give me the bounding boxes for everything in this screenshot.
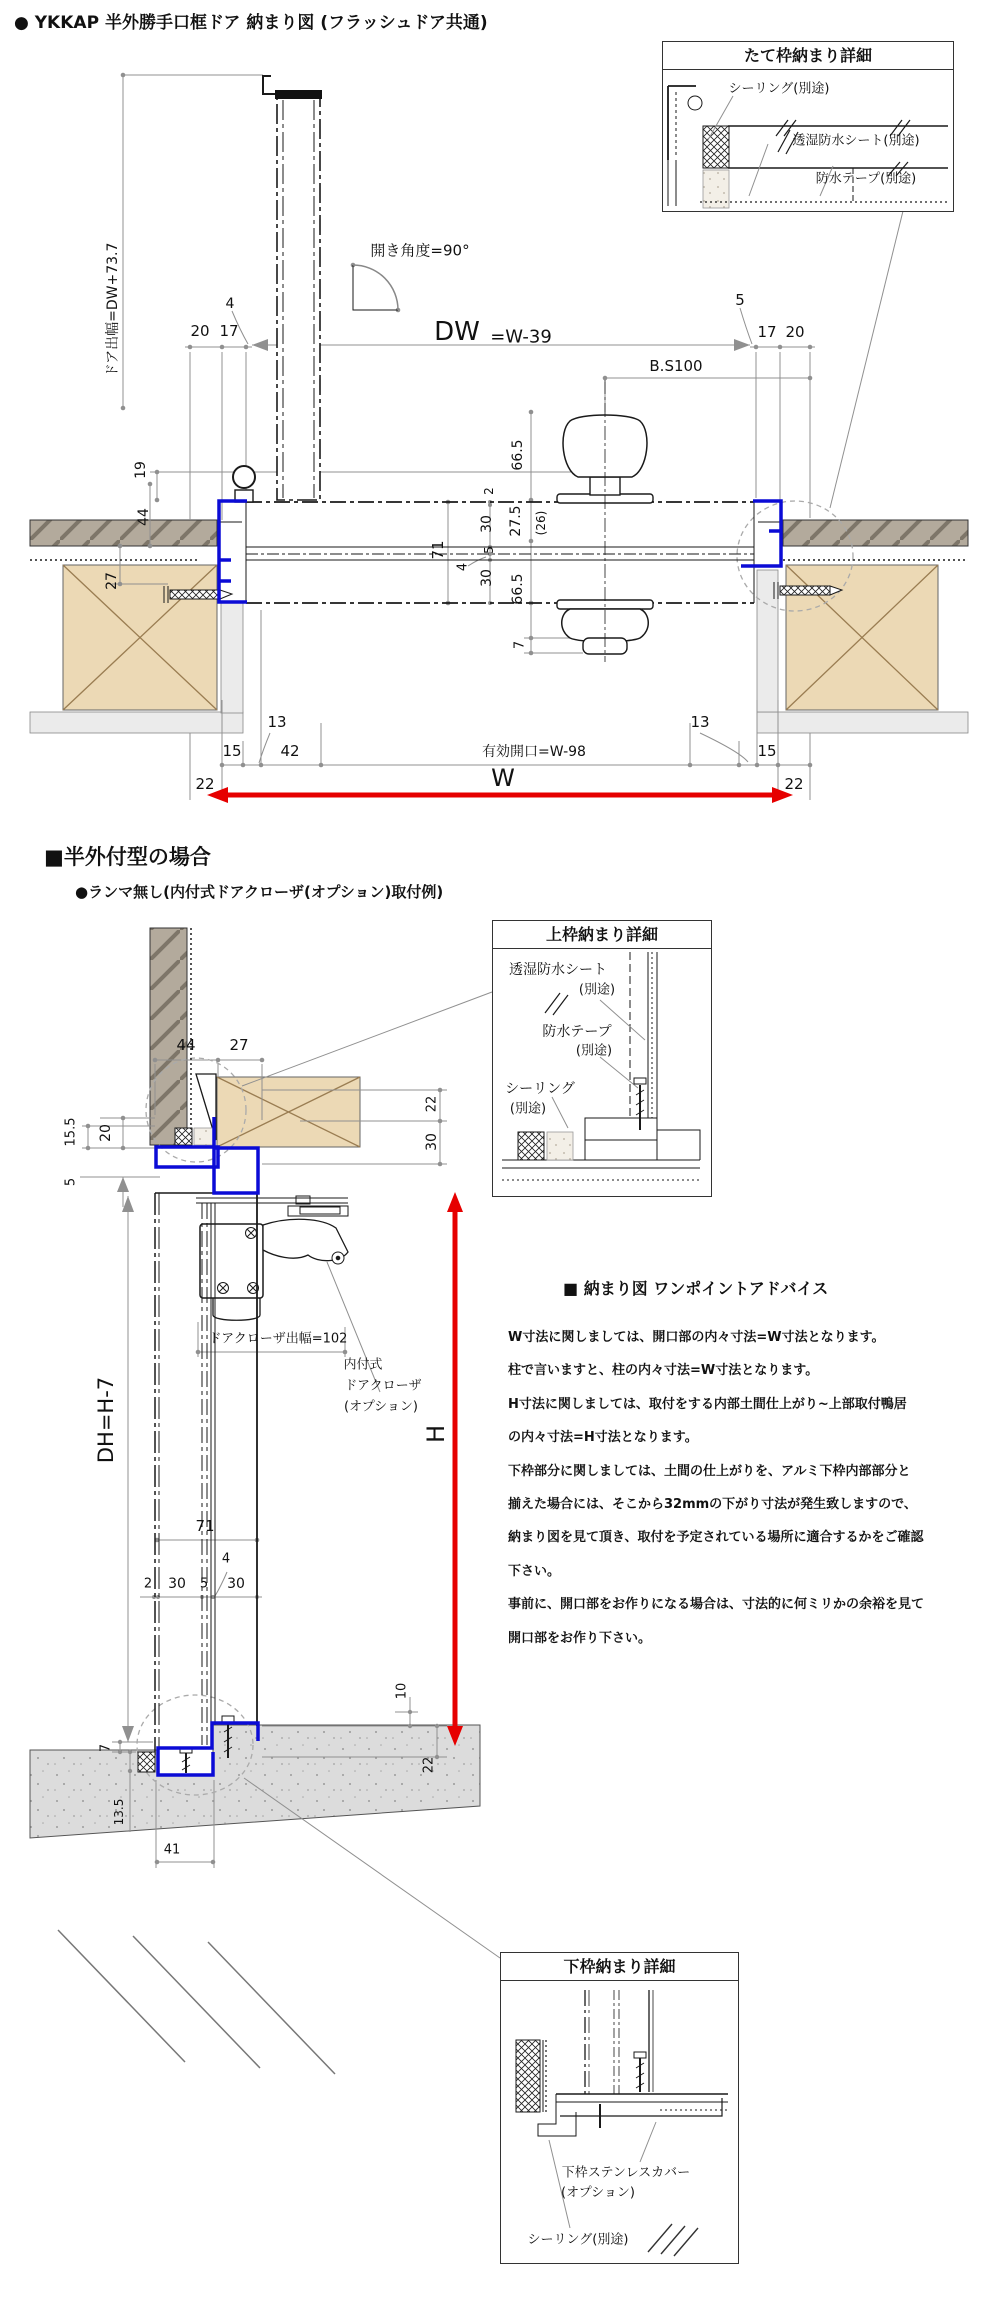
dim-44-left: 44 [136,508,152,526]
advice-lines [508,1321,948,1655]
dim-17-top-left: 17 [219,322,239,340]
dim-30-section-top: 30 [424,1133,440,1151]
dim-7-section: 7 [98,1743,114,1753]
dim-2-section: 2 [143,1576,153,1592]
dim-27-section: 27 [229,1036,249,1054]
dim-door-projection: ドア出幅=DW+73.7 [105,242,121,378]
dim-19-left: 19 [133,461,149,479]
shita-label-cover: 下枠ステンレスカバー [561,2165,691,2181]
advice-line-1: W寸法に関しましては、開口部の内々寸法=W寸法となります。 [508,1330,885,1345]
dim-71-section: 71 [195,1517,215,1535]
advice-line-5: 下枠部分に関しましては、土間の仕上がりを、アルミ下枠内部部分と [508,1463,911,1479]
dim-5-section-b: 5 [199,1576,209,1592]
advice-line-8: 下さい。 [508,1563,561,1579]
ue-label-sealing: シーリング [505,1081,575,1097]
detail-box-bottom-frame-title: 下枠納まり詳細 [501,1953,738,1981]
closer-option-line1: 内付式 [343,1357,383,1373]
dim-13-bottom-right: 13 [690,713,710,731]
dim-27-left: 27 [104,572,120,590]
dim-22-section-bottom: 22 [421,1756,437,1774]
advice-title: ■ 納まり図 ワンポイントアドバイス [563,1279,829,1298]
dim-10-section: 10 [394,1682,410,1700]
dim-30-plan-upper: 30 [479,515,495,533]
dim-4-plan: 4 [455,562,471,572]
dim-5-section: 5 [63,1177,79,1187]
plan-view-fills [30,520,968,733]
dim-22-bottom-right: 22 [784,775,804,793]
dim-13-5-section: 13.5 [112,1798,126,1826]
dim-4-section: 4 [221,1551,231,1567]
closer-projection-label: ドアクローザ出幅=102 [208,1331,348,1347]
dim-41-section: 41 [163,1842,181,1858]
dim-dw-suffix: =W-39 [490,326,552,348]
advice-line-3: H寸法に関しましては、取付をする内部土間仕上がり~上部取付鴨居 [508,1396,907,1412]
dim-backset: B.S100 [649,357,703,375]
dim-dh: DH=H-7 [94,1376,118,1464]
dim-26-paren: (26) [534,510,548,536]
dim-15-5-section: 15.5 [63,1117,79,1147]
closer-option-line2: ドアクローザ [344,1378,422,1394]
advice-line-9: 事前に、開口部をお作りになる場合は、寸法的に何ミリかの余裕を見て [508,1597,925,1613]
section-subheading: ●ランマ無し(内付式ドアクローザ(オプション)取付例) [75,883,444,901]
dim-h: H [422,1424,450,1444]
dim-2-plan: 2 [482,487,496,495]
advice-line-4: の内々寸法=H寸法となります。 [508,1430,698,1446]
dim-22-section-top: 22 [424,1095,440,1113]
tate-label-tape: 防水テープ(別途) [815,171,917,187]
advice-line-7: 納まり図を見て頂き、取付を予定されている場所に適合するかをご確認 [508,1530,924,1546]
dim-27-5: 27.5 [508,505,524,537]
dim-effective-opening: 有効開口=W-98 [482,744,586,760]
dim-20-top-right: 20 [785,323,805,341]
detail-box-bottom-frame [500,1952,739,2264]
closer-option-line3: (オプション) [344,1399,418,1415]
dim-15-bottom-left: 15 [222,742,242,760]
dim-13-bottom-left: 13 [267,713,287,731]
dim-17-top-right: 17 [757,323,777,341]
dim-71-plan: 71 [429,540,447,560]
advice-line-6: 揃えた場合には、そこから32mmの下がり寸法が発生致しますので、 [508,1497,917,1513]
dim-5-top-right: 5 [735,291,745,309]
open-angle-label: 開き角度=90° [370,241,470,260]
dim-4-top-left: 4 [225,296,235,312]
ue-label-tape: 防水テープ [542,1024,612,1040]
advice-section [508,1276,948,1655]
ue-label-tape-2: (別途) [575,1043,613,1059]
dim-dw-prefix: DW [434,317,480,347]
tate-label-sealing: シーリング(別途) [728,81,830,97]
ue-label-sealing-2: (別途) [509,1101,547,1117]
page-title: ● YKKAP 半外勝手口框ドア 納まり図 (フラッシュドア共通) [14,13,488,33]
advice-line-10: 開口部をお作り下さい。 [508,1630,652,1646]
advice-line-2: 柱で言いますと、柱の内々寸法=W寸法となります。 [508,1363,819,1379]
dim-42-bottom: 42 [280,742,300,760]
ue-label-sheet: 透湿防水シート [509,962,607,978]
detail-box-top-frame-title: 上枠納まり詳細 [493,921,711,949]
tate-label-sheet: 透湿防水シート(別途) [792,133,920,149]
dim-20-section: 20 [98,1124,114,1142]
dim-5-plan: 5 [482,546,496,554]
dim-30-plan-lower: 30 [479,569,495,587]
dim-30-section-a: 30 [168,1576,186,1592]
dim-20-top-left: 20 [190,322,210,340]
dim-w: W [491,764,515,792]
dim-15-bottom-right: 15 [757,742,777,760]
dim-44-section: 44 [176,1036,196,1054]
section-heading: ■半外付型の場合 [44,845,211,869]
shita-label-sealing: シーリング(別途) [527,2232,629,2248]
dim-66-5-upper: 66.5 [510,439,526,471]
dim-66-5-lower: 66.5 [510,573,526,605]
dim-22-bottom-left: 22 [195,775,215,793]
dim-30-section-b: 30 [227,1576,245,1592]
ue-label-sheet-2: (別途) [578,982,616,998]
detail-box-vertical-frame-title: たて枠納まり詳細 [663,42,953,70]
shita-label-cover-2: (オプション) [561,2185,635,2201]
dim-7-plan: 7 [512,640,528,650]
